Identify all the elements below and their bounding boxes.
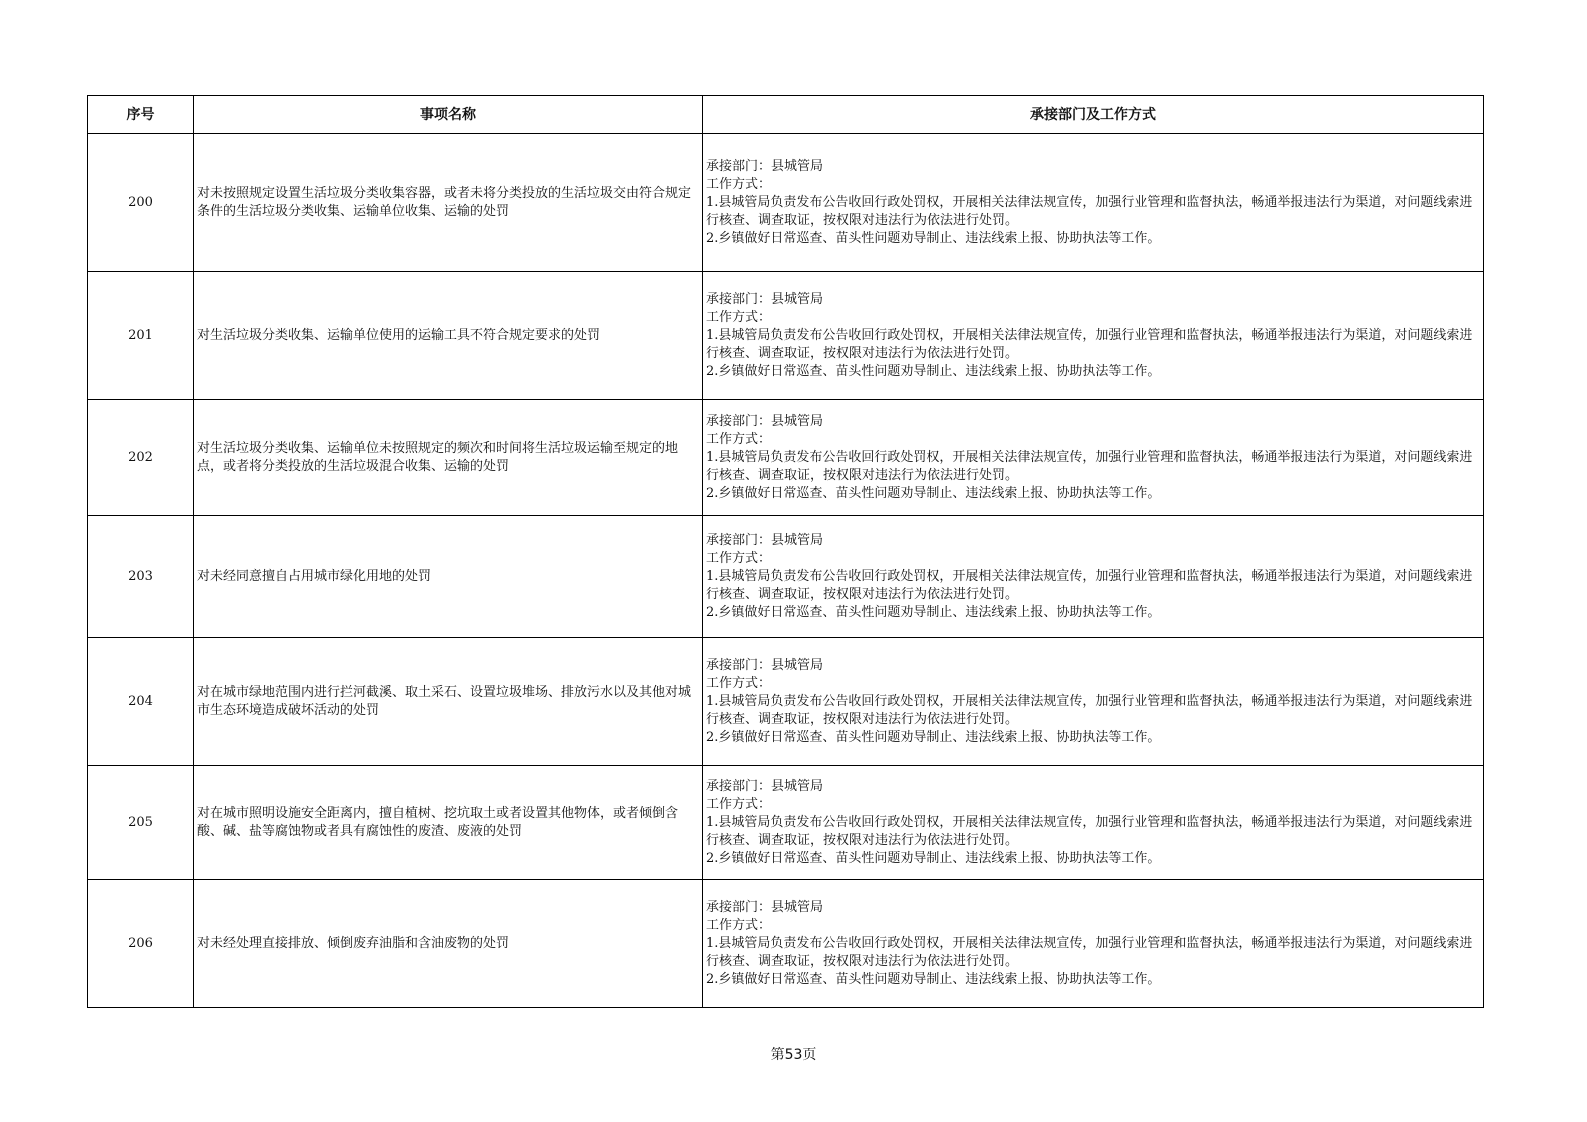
table-row bbox=[88, 400, 1484, 516]
row-matter-name: 对未经处理直接排放、倾倒废弃油脂和含油废物的处罚 bbox=[194, 880, 703, 1008]
table-row bbox=[88, 272, 1484, 400]
table-row bbox=[88, 880, 1484, 1008]
row-serial-number: 206 bbox=[88, 880, 194, 1008]
row-serial-number: 204 bbox=[88, 638, 194, 766]
row-matter-name: 对生活垃圾分类收集、运输单位未按照规定的频次和时间将生活垃圾运输至规定的地点，或者将分类投放的生活垃圾混合收集、运输的处罚 bbox=[194, 400, 703, 516]
row-matter-name: 对在城市照明设施安全距离内，擅自植树、挖坑取土或者设置其他物体，或者倾倒含酸、碱、盐等腐蚀物或者具有腐蚀性的废渣、废液的处罚 bbox=[194, 766, 703, 880]
row-serial-number: 202 bbox=[88, 400, 194, 516]
header-matter-name: 事项名称 bbox=[194, 96, 703, 134]
row-serial-number: 205 bbox=[88, 766, 194, 880]
table-row bbox=[88, 134, 1484, 272]
row-serial-number: 201 bbox=[88, 272, 194, 400]
header-department-method: 承接部门及工作方式 bbox=[703, 96, 1484, 134]
table-header-row bbox=[88, 96, 1484, 134]
row-serial-number: 200 bbox=[88, 134, 194, 272]
page-number: 第53页 bbox=[770, 1047, 817, 1063]
row-department-method: 承接部门：县城管局 工作方式： 1.县城管局负责发布公告收回行政处罚权，开展相关法律法规宣传，加强行业管理和监督执法，畅通举报违法行为渠道，对问题线索进行核查、调查取证，按权限对违法行为依法进行处罚。 2.乡镇做好日常巡查、苗头性问题劝导制止、违法线索上报、协助执法等工作。 bbox=[703, 638, 1484, 766]
row-department-method: 承接部门：县城管局 工作方式： 1.县城管局负责发布公告收回行政处罚权，开展相关法律法规宣传，加强行业管理和监督执法，畅通举报违法行为渠道，对问题线索进行核查、调查取证，按权限对违法行为依法进行处罚。 2.乡镇做好日常巡查、苗头性问题劝导制止、违法线索上报、协助执法等工作。 bbox=[703, 880, 1484, 1008]
row-department-method: 承接部门：县城管局 工作方式： 1.县城管局负责发布公告收回行政处罚权，开展相关法律法规宣传，加强行业管理和监督执法，畅通举报违法行为渠道，对问题线索进行核查、调查取证，按权限对违法行为依法进行处罚。 2.乡镇做好日常巡查、苗头性问题劝导制止、违法线索上报、协助执法等工作。 bbox=[703, 516, 1484, 638]
matters-table bbox=[87, 95, 1484, 1008]
row-matter-name: 对未经同意擅自占用城市绿化用地的处罚 bbox=[194, 516, 703, 638]
row-department-method: 承接部门：县城管局 工作方式： 1.县城管局负责发布公告收回行政处罚权，开展相关法律法规宣传，加强行业管理和监督执法，畅通举报违法行为渠道，对问题线索进行核查、调查取证，按权限对违法行为依法进行处罚。 2.乡镇做好日常巡查、苗头性问题劝导制止、违法线索上报、协助执法等工作。 bbox=[703, 766, 1484, 880]
table-row bbox=[88, 766, 1484, 880]
row-department-method: 承接部门：县城管局 工作方式： 1.县城管局负责发布公告收回行政处罚权，开展相关法律法规宣传，加强行业管理和监督执法，畅通举报违法行为渠道，对问题线索进行核查、调查取证，按权限对违法行为依法进行处罚。 2.乡镇做好日常巡查、苗头性问题劝导制止、违法线索上报、协助执法等工作。 bbox=[703, 400, 1484, 516]
row-matter-name: 对生活垃圾分类收集、运输单位使用的运输工具不符合规定要求的处罚 bbox=[194, 272, 703, 400]
row-serial-number: 203 bbox=[88, 516, 194, 638]
row-matter-name: 对在城市绿地范围内进行拦河截溪、取土采石、设置垃圾堆场、排放污水以及其他对城市生态环境造成破坏活动的处罚 bbox=[194, 638, 703, 766]
row-department-method: 承接部门：县城管局 工作方式： 1.县城管局负责发布公告收回行政处罚权，开展相关法律法规宣传，加强行业管理和监督执法，畅通举报违法行为渠道，对问题线索进行核查、调查取证，按权限对违法行为依法进行处罚。 2.乡镇做好日常巡查、苗头性问题劝导制止、违法线索上报、协助执法等工作。 bbox=[703, 134, 1484, 272]
table-row bbox=[88, 638, 1484, 766]
row-matter-name: 对未按照规定设置生活垃圾分类收集容器，或者未将分类投放的生活垃圾交由符合规定条件的生活垃圾分类收集、运输单位收集、运输的处罚 bbox=[194, 134, 703, 272]
table-row bbox=[88, 516, 1484, 638]
header-serial-number: 序号 bbox=[88, 96, 194, 134]
row-department-method: 承接部门：县城管局 工作方式： 1.县城管局负责发布公告收回行政处罚权，开展相关法律法规宣传，加强行业管理和监督执法，畅通举报违法行为渠道，对问题线索进行核查、调查取证，按权限对违法行为依法进行处罚。 2.乡镇做好日常巡查、苗头性问题劝导制止、违法线索上报、协助执法等工作。 bbox=[703, 272, 1484, 400]
